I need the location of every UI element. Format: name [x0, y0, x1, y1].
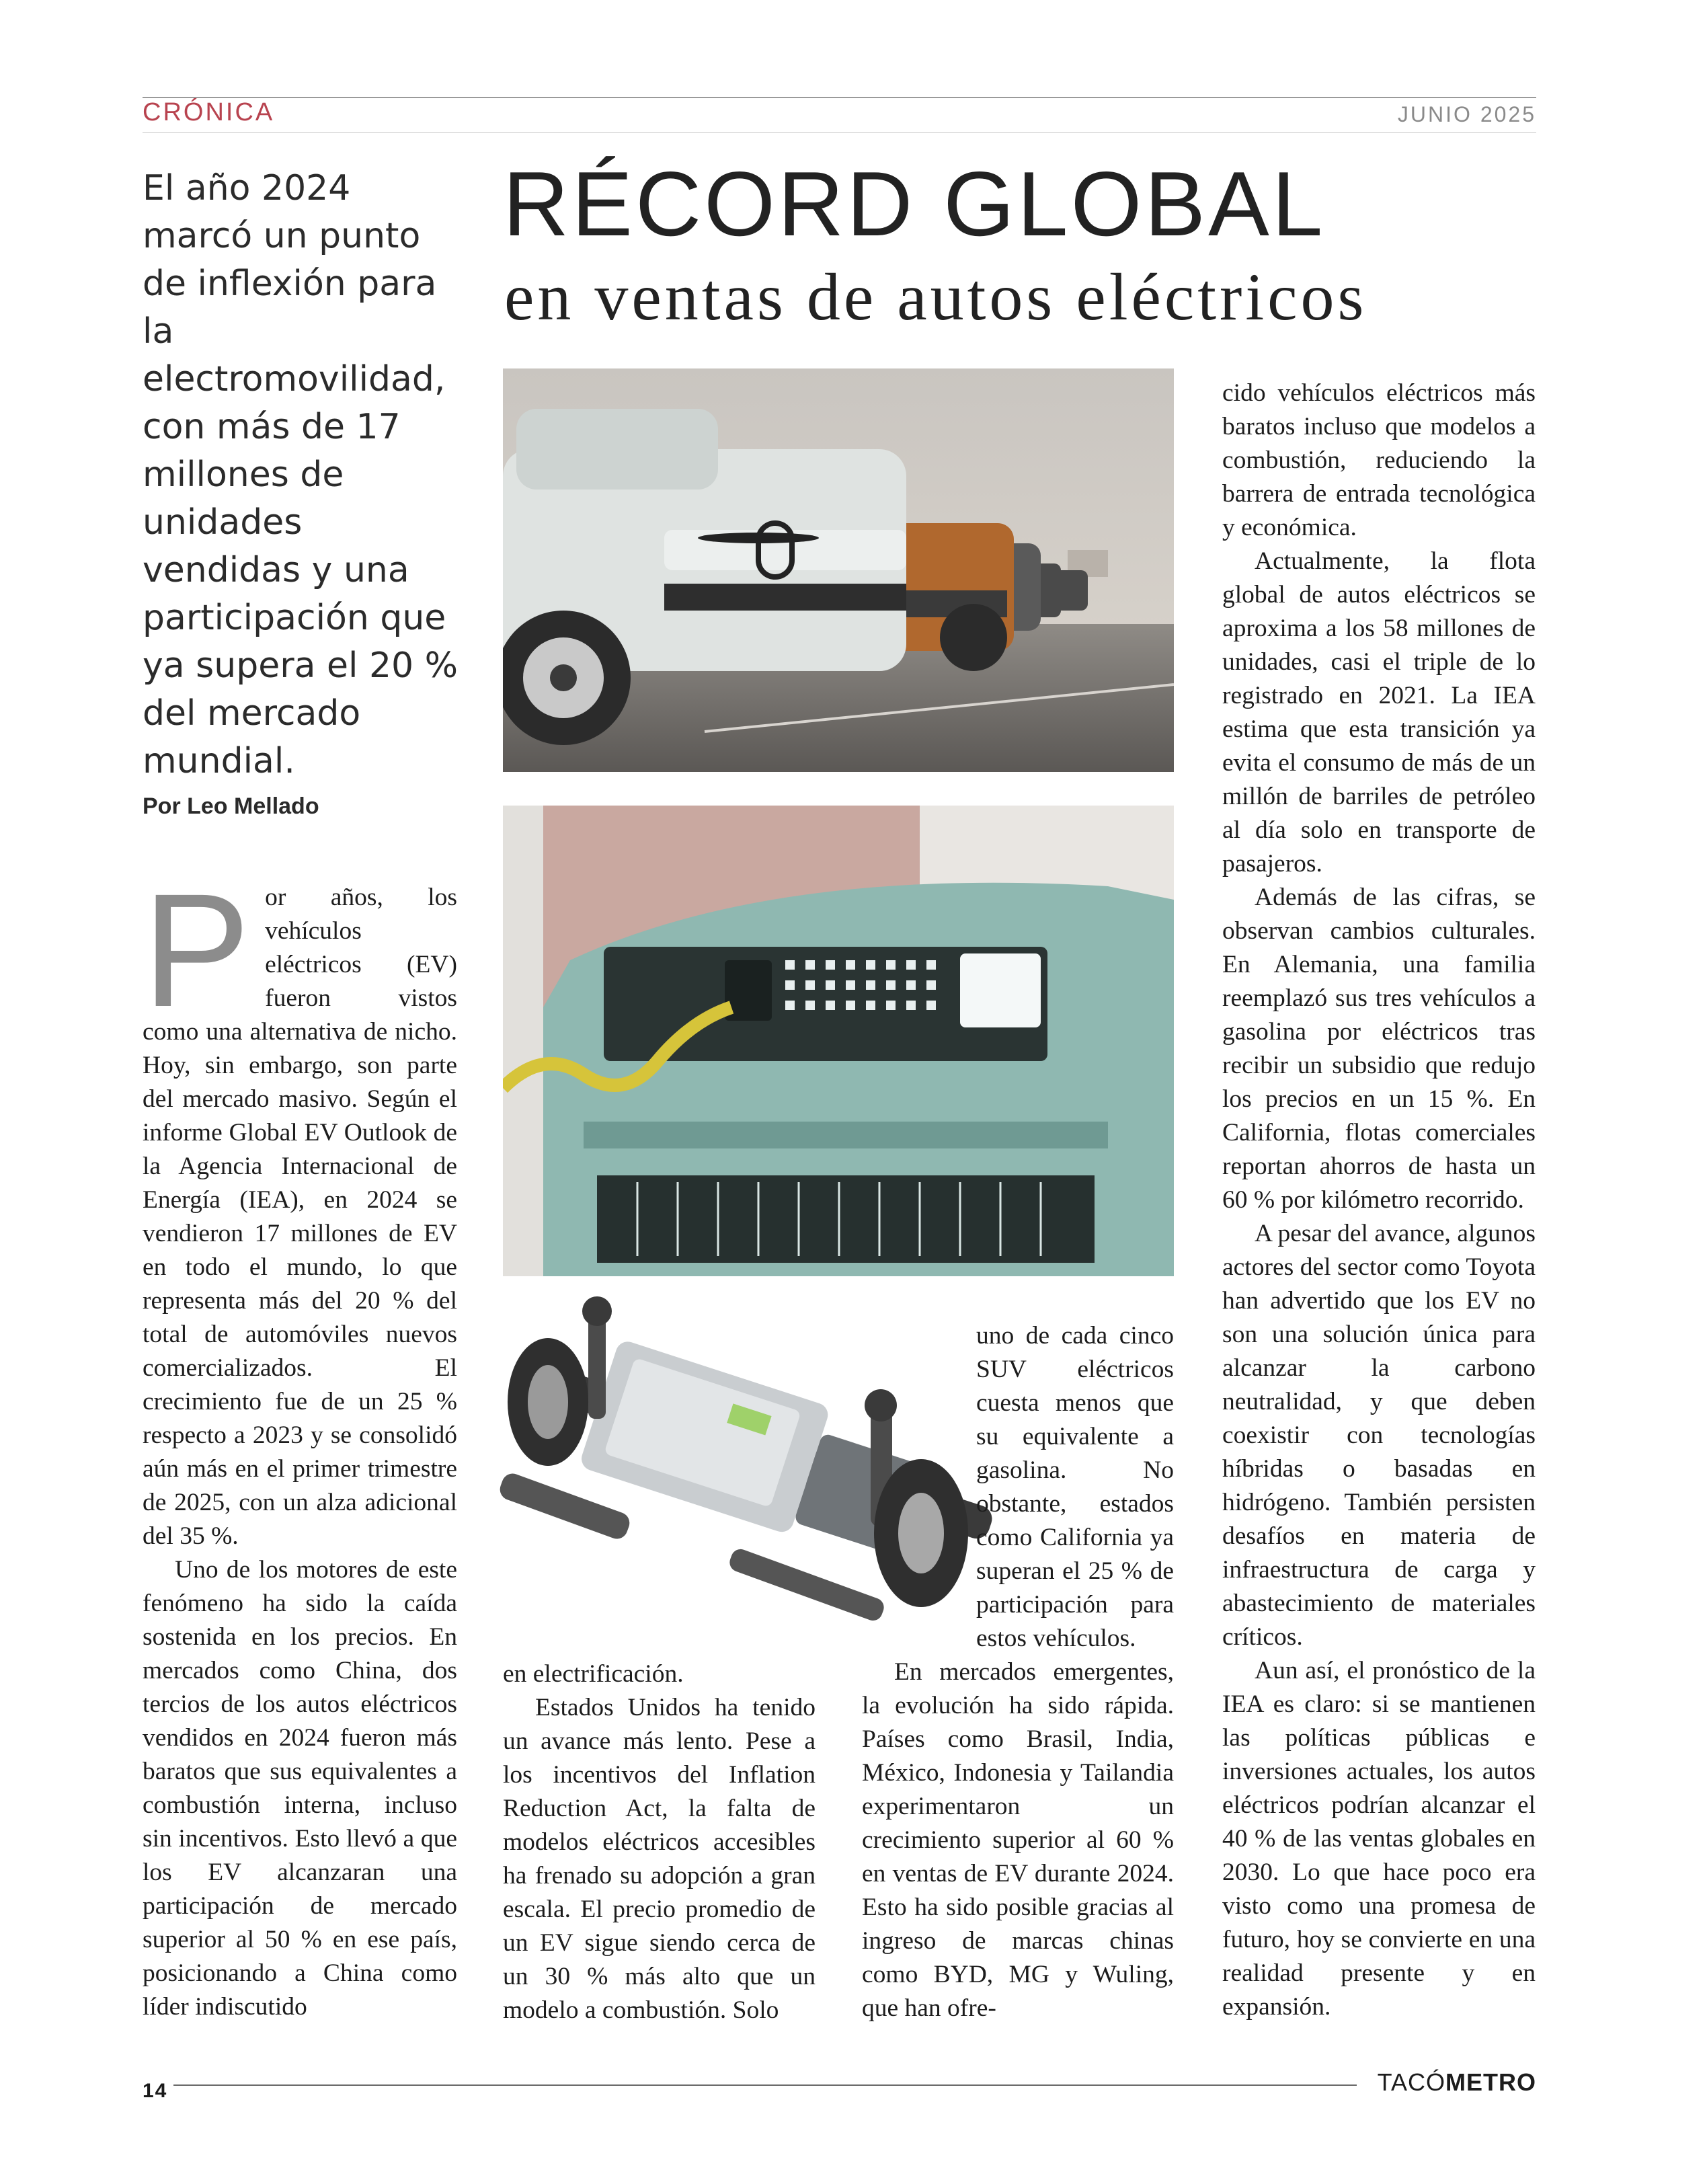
paragraph: Aun así, el pronóstico de la IEA es claro: si se mantienen las políticas públicas e inversiones actuales, los autos eléctricos podrían alcanzar el 40 % de las ventas globales en 2030. Lo que hace poco era visto como una promesa de futuro, hoy se convierte en una realidad presente y en expansión.: [1222, 1657, 1536, 2021]
byline: Por Leo Mellado: [143, 793, 319, 819]
issue-date: JUNIO 2025: [1397, 102, 1536, 126]
body-column-4: [1222, 377, 1536, 2024]
section-label: CRÓNICA: [143, 98, 275, 126]
paragraph: Actualmente, la flota global de autos eléctricos se aproxima a los 58 millones de unidades, casi el triple de lo registrado en 2021. La IEA estima que esta transición ya evita el consumo de más de un millón de barriles de petróleo al día solo en transporte de pasajeros.: [1222, 547, 1536, 878]
body-column-3: [862, 1319, 1174, 2025]
paragraph: cido vehículos eléctricos más baratos incluso que modelos a combustión, reduciendo la barrera de entrada tecnológica y económica.: [1222, 379, 1536, 541]
headline: RÉCORD GLOBAL: [503, 153, 1326, 255]
header-rule-bottom: [143, 132, 1536, 133]
paragraph: Por años, los vehículos eléctricos (EV) fueron vistos como una alternativa de nicho. Hoy, sin embargo, son parte del mercado masivo. Según el informe Global EV Outlook de la Agencia Internacional de Energía (IEA), en 2024 se vendieron 17 millones de EV en todo el mundo, lo que representa más del 20 % del total de automóviles nuevos comercializados. El crecimiento fue de un 25 % respecto a 2023 y se consolidó aún más en el primer trimestre de 2025, con un alza adicional del 35 %.: [143, 860, 457, 1550]
page-number: 14: [143, 2080, 168, 2102]
paragraph: Uno de los motores de este fenómeno ha sido la caída sostenida en los precios. En mercados como China, dos tercios de los autos eléctricos vendidos en 2024 fueron más baratos que sus equivalentes a combustión interna, incluso sin incentivos. Esto llevó a que los EV alcanzaran una participación de mercado superior al 50 % en ese país, posicionando a China como líder indiscutido: [143, 1556, 457, 2021]
header-rule: [143, 97, 1536, 98]
paragraph: Además de las cifras, se observan cambios culturales. En Alemania, una familia reemplazó sus tres vehículos a gasolina por eléctricos tras recibir un subsidio que redujo los precios en un 15 %. En California, flotas comerciales reportan ahorros de hasta un 60 % por kilómetro recorrido.: [1222, 884, 1536, 1214]
subheadline: en ventas de autos eléctricos: [504, 260, 1367, 334]
paragraph: en electrificación.: [503, 1660, 684, 1688]
magazine-logo: TACÓMETRO: [1377, 2068, 1536, 2096]
photo-electric-trucks: [503, 368, 1174, 772]
footer-rule: [173, 2084, 1357, 2086]
photo-charging-car: [503, 806, 1174, 1276]
body-column-1: [143, 860, 457, 2024]
paragraph: uno de cada cinco SUV eléctricos cuesta menos que su equivalente a gasolina. No obstante, estados como California ya superan el 25 % de participación para estos vehículos.: [976, 1322, 1174, 1652]
paragraph: En mercados emergentes, la evolución ha sido rápida. Países como Brasil, India, México, Indonesia y Tailandia experimentaron un crecimiento superior al 60 % en ventas de EV durante 2024. Esto ha sido posible gracias al ingreso de marcas chinas como BYD, MG y Wuling, que han ofre-: [862, 1658, 1174, 2022]
body-column-2: [503, 1658, 816, 2027]
paragraph: A pesar del avance, algunos actores del sector como Toyota han advertido que los EV no son una solución única para alcanzar la carbono neutralidad, y que deben coexistir con tecnologías híbridas o basadas en hidrógeno. También persisten desafíos en materia de infraestructura de carga y abastecimiento de materiales críticos.: [1222, 1220, 1536, 1651]
lead-paragraph: El año 2024 marcó un punto de inflexión para la electromovilidad, con más de 17 millones de unidades vendidas y una participación que ya supera el 20 % del mercado mundial.: [143, 168, 459, 781]
drop-cap: P: [143, 860, 251, 1040]
paragraph: Estados Unidos ha tenido un avance más lento. Pese a los incentivos del Inflation Reduction Act, la falta de modelos eléctricos accesibles ha frenado su adopción a gran escala. El precio promedio de un EV sigue siendo cerca de un 30 % más alto que un modelo a combustión. Solo: [503, 1694, 816, 2024]
